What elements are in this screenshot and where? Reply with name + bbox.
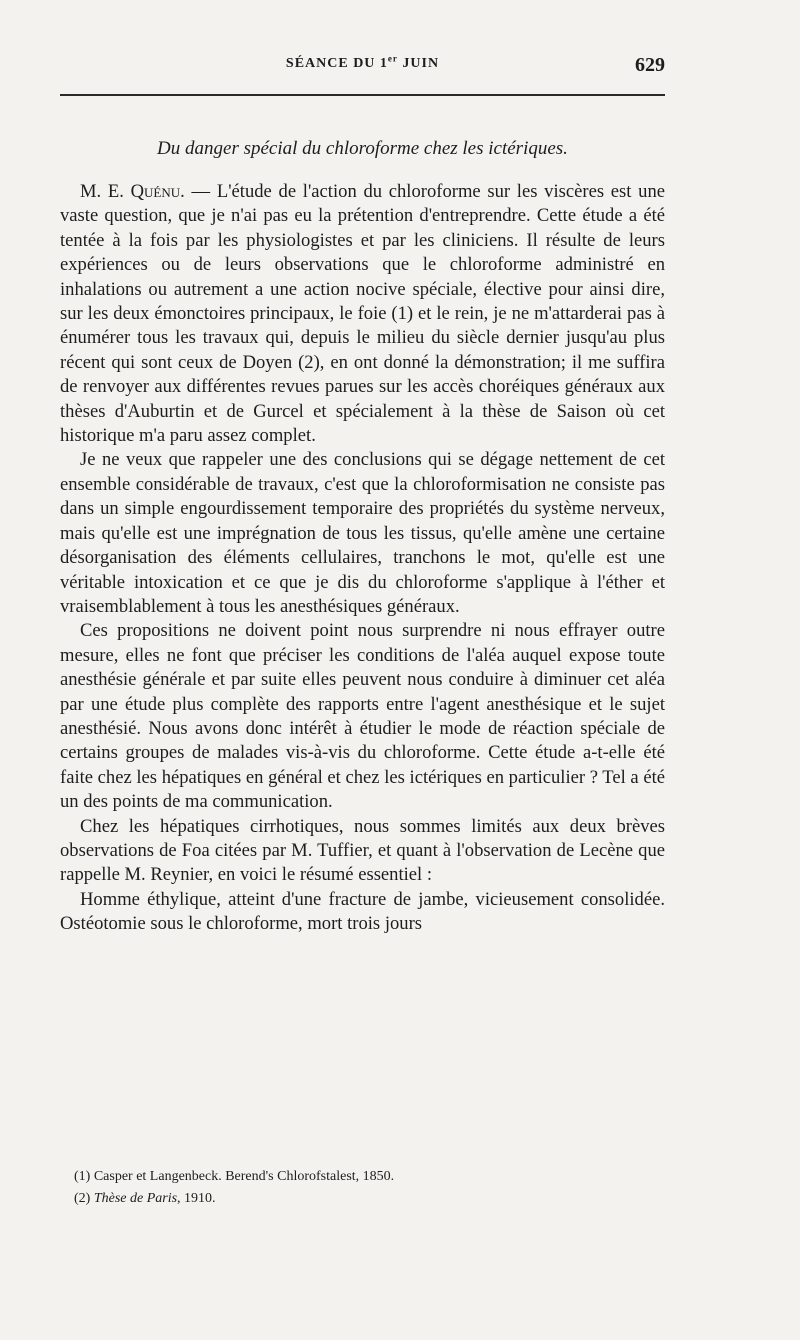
paragraph: Je ne veux que rappeler une des conclusions qui se dégage nettement de cet ensemble considérable de travaux, c'est que la chloroformisation ne consiste pas dans un simple engourdissement temporaire des propriétés du système nerveux, mais qu'elle est une imprégnation de tous les tissus, qu'elle amène une certaine désorganisation des éléments cellulaires, tranchons le mot, qu'elle est une véritable intoxication et ce que je dis du chloroforme s'applique à l'éther et vraisemblablement à tous les anesthésiques généraux. [60,449,665,617]
running-title-superscript: er [387,53,398,64]
paragraph: Homme éthylique, atteint d'une fracture de jambe, vicieusement consolidée. Ostéotomie sous le chloroforme, mort trois jours [60,888,665,935]
paragraph: Chez les hépatiques cirrhotiques, nous sommes limités aux deux brèves observations de Foa citées par M. Tuffier, et quant à l'observation de Lecène que rappelle M. Reynier, en voici le résumé essentiel : [60,815,665,886]
running-title [60,53,665,72]
footnote [60,1188,665,1210]
running-title-text: SÉANCE DU 1 [285,56,388,71]
section-title: Du danger spécial du chloroforme chez les ictériques. [157,138,568,159]
running-title-month: JUIN [397,56,440,71]
footnote [60,1166,665,1188]
footnotes [60,1166,665,1210]
paragraph [60,180,665,448]
page-number: 629 [635,54,665,76]
speaker-name: M. E. Quénu. [80,181,185,202]
footnote-title: Thèse de Paris [93,1191,178,1206]
body-text [60,180,665,937]
footnote-text: Casper et Langenbeck. Berend's Chlorofstalest, 1850. [93,1169,395,1184]
document-page [60,0,665,1340]
paragraph-text: — L'étude de l'action du chloroforme sur les viscères est une vaste question, que je n'ai pas eu la prétention d'entreprendre. Cette étude a été tentée à la fois par les physiologistes et par les cliniciens. Il résulte de leurs expériences ou de leurs observations que le chloroforme administré en inhalations ou autrement a une action nocive spéciale, élective pour ainsi dire, sur les deux émonctoires principaux, le foie (1) et le rein, je ne m'attarderai pas à énumérer tous les travaux qui, depuis le milieu du siècle dernier jusqu'au plus récent qui sont ceux de Doyen (2), en ont donné la démonstration; il me suffira de renvoyer aux différentes revues parues sur les accès choréiques généraux aux thèses d'Auburtin et de Gurcel et spécialement à la thèse de Saison où cet historique m'a paru assez complet. [60,181,665,447]
footnote-text: , 1910. [177,1191,216,1206]
footnote-marker: (1) [74,1169,91,1184]
header-rule [60,94,665,96]
running-head [60,52,665,82]
paragraph: Ces propositions ne doivent point nous surprendre ni nous effrayer outre mesure, elles ne font que préciser les conditions de l'aléa auquel expose toute anesthésie générale et par suite elles peuvent nous conduire à diminuer cet aléa par une étude plus complète des rapports entre l'agent anesthésique et le sujet anesthésié. Nous avons donc intérêt à étudier le mode de réaction spéciale de certains groupes de malades vis-à-vis du chloroforme. Cette étude a-t-elle été faite chez les hépatiques en général et chez les ictériques en particulier ? Tel a été un des points de ma communication. [60,620,665,813]
footnote-marker: (2) [74,1191,91,1206]
